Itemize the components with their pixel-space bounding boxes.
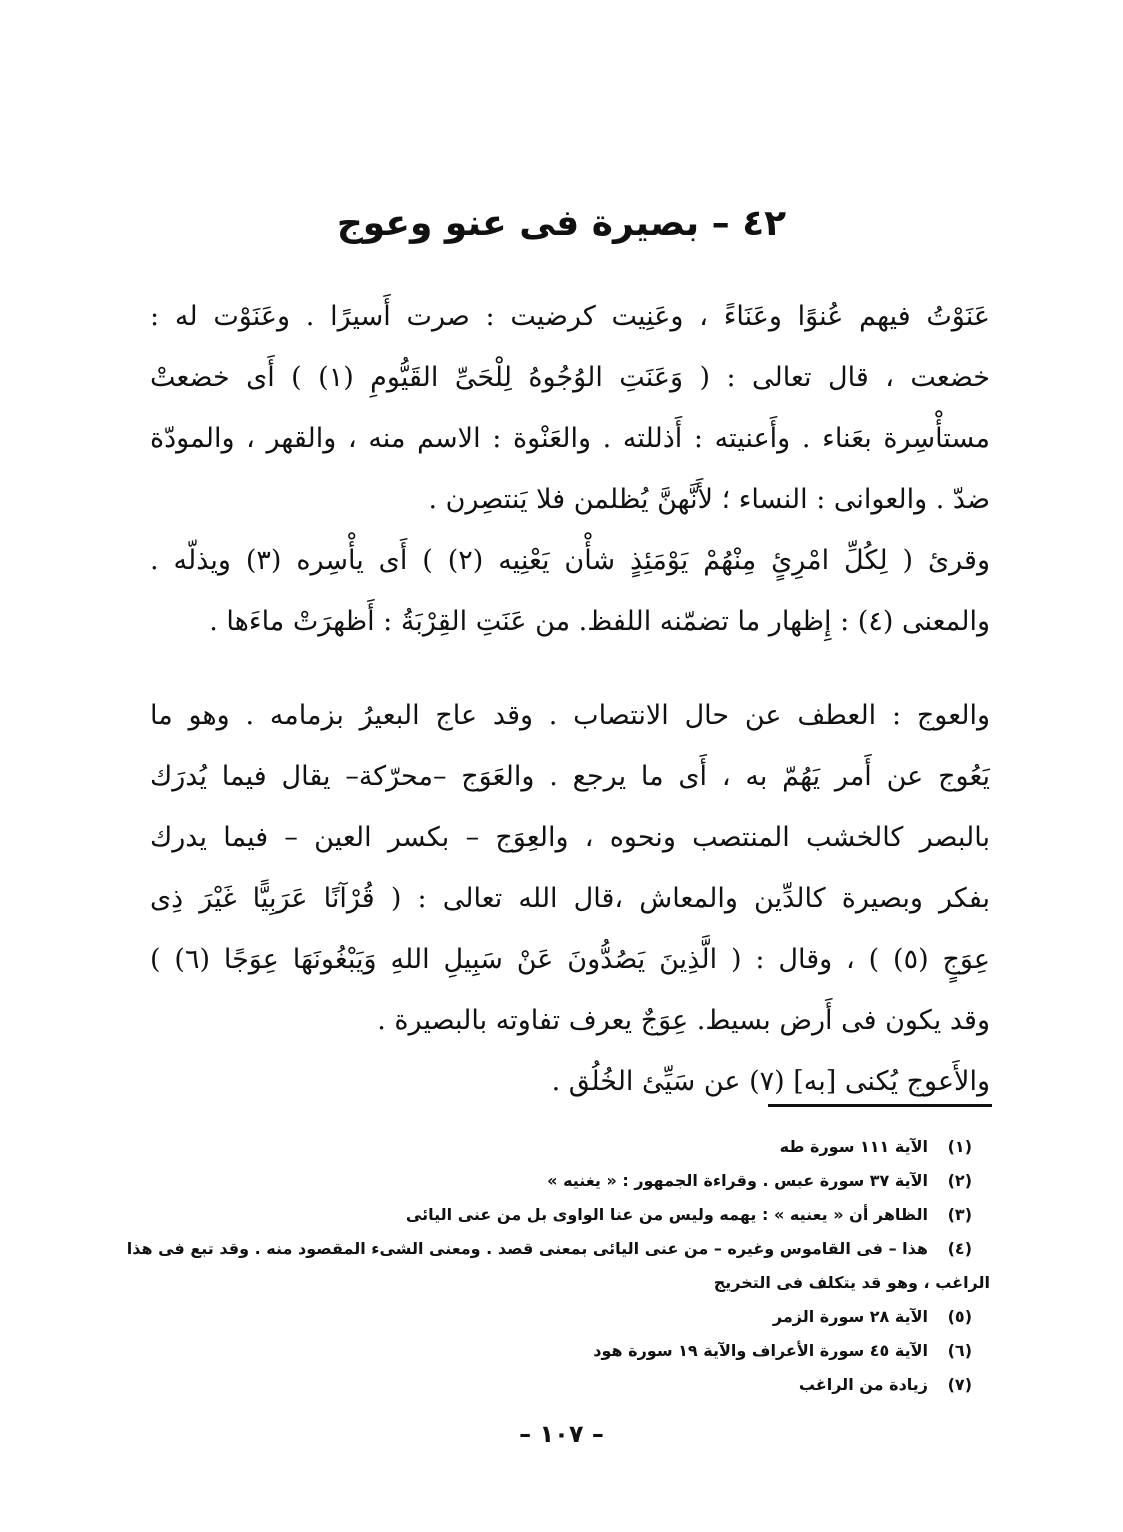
text-line: يَعُوج عن أَمر يَهُمّ به ، أَى ما يرجع . والعَوَج –محرّكة– يقال فيما يُدرَك	[150, 761, 990, 792]
text-line: مستأْسِرة بعَناء . وأَعنيته : أَذللته . والعَنْوة : الاسم منه ، والقهر ، والمودّة	[150, 423, 990, 454]
page-number: – ١٠٧ –	[519, 1420, 604, 1448]
text-line: ضدّ . والعوانى : النساء ؛ لأَنَّهنَّ يُظلمن فلا يَنتصِرن .	[428, 484, 990, 515]
footnote: (٦)الآية ٤٥ سورة الأعراف والآية ١٩ سورة هود	[593, 1341, 972, 1360]
text-line: عَنَوْتُ فيهم عُنوًا وعَنَاءً ، وعَنِيت كرضيت : صرت أَسيرًا . وعَنَوْت له :	[150, 301, 990, 332]
text-line: بفكر وبصيرة كالدِّين والمعاش ،قال الله تعالى : ( قُرْآنًا عَرَبِيًّا غَيْرَ ذِى	[150, 883, 990, 914]
chapter-title: ٤٢ – بصيرة فى عنو وعوج	[336, 203, 787, 244]
footnote: (٢)الآية ٣٧ سورة عبس . وقراءة الجمهور : « يغنيه »	[547, 1171, 972, 1190]
text-line: والمعنى (٤) : إِظهار ما تضمّنه اللفظ. من عَنَتِ القِرْبَةُ : أَظهرَتْ ماءَها .	[209, 606, 990, 637]
text-line: وقرئ ( لِكُلِّ امْرِئٍ مِنْهُمْ يَوْمَئِذٍ شأْن يَعْنِيه (٢) ) أَى يأْسِره (٣) ويذلّه .	[150, 545, 990, 576]
text-line: والأَعوج يُكنى [به] (٧) عن سَيِّئ الخُلُق .	[551, 1066, 990, 1097]
text-line: بالبصر كالخشب المنتصب ونحوه ، والعِوَج – بكسر العين – فيما يدرك	[150, 822, 990, 853]
text-line: عِوَجٍ (٥) ) ، وقال : ( الَّذِينَ يَصُدُّونَ عَنْ سَبِيلِ اللهِ وَيَبْغُونَهَا عِوَجًا (٦) )	[150, 944, 990, 975]
footnote: (٥)الآية ٢٨ سورة الزمر	[772, 1307, 972, 1326]
text-line: والعوج : العطف عن حال الانتصاب . وقد عاج البعيرُ بزمامه . وهو ما	[150, 700, 990, 731]
footnote-divider	[768, 1104, 992, 1107]
paragraph-awaj	[150, 685, 990, 1112]
footnote: (٤)هذا – فى القاموس وغيره – من عنى اليائى بمعنى قصد . ومعنى الشىء المقصود منه . وقد تبع فى هذا	[126, 1239, 972, 1258]
footnotes	[126, 1130, 990, 1402]
paragraph-anw	[150, 286, 990, 652]
footnote: (٣)الظاهر أن « يعنيه » : يهمه وليس من عنا الواوى بل من عنى اليائى	[405, 1205, 972, 1224]
text-line: خضعت ، قال تعالى : ( وَعَنَتِ الوُجُوهُ لِلْحَىِّ القَيُّومِ (١) ) أَى خضعتْ	[150, 362, 990, 393]
footnote: (٧)زيادة من الراغب	[798, 1375, 972, 1394]
footnote: (١)الآية ١١١ سورة طه	[779, 1137, 972, 1156]
footnote-continuation: الراغب ، وهو قد يتكلف فى التخريج	[713, 1273, 990, 1292]
text-line: وقد يكون فى أَرض بسيط. عِوَجٌ يعرف تفاوته بالبصيرة .	[377, 1005, 990, 1036]
